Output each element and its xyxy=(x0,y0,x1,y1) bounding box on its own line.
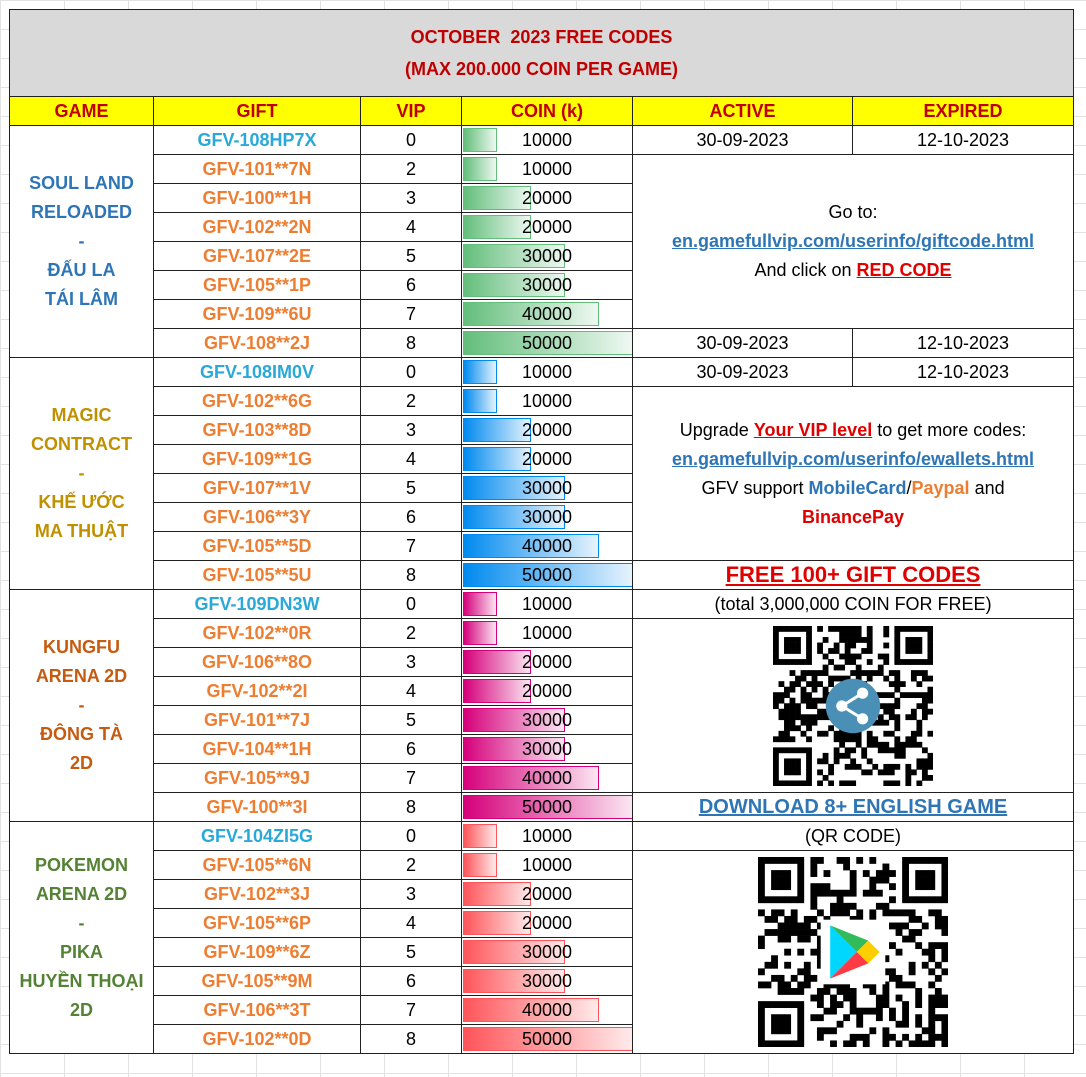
coin-data-bar xyxy=(463,592,497,616)
page-title xyxy=(10,10,1074,97)
coin-cell xyxy=(462,358,633,387)
vip-level: 6 xyxy=(361,967,462,996)
vip-level: 0 xyxy=(361,358,462,387)
coin-value: 30000 xyxy=(521,274,573,295)
paypal-label: Paypal xyxy=(911,477,970,498)
coin-cell xyxy=(462,1025,633,1054)
header-gift: GIFT xyxy=(154,97,361,126)
game-name-line: ARENA 2D xyxy=(35,883,128,904)
coin-value: 50000 xyxy=(521,564,573,585)
header-active: ACTIVE xyxy=(633,97,853,126)
qr-code-share-icon xyxy=(773,626,933,786)
coin-data-bar xyxy=(463,824,497,848)
expired-date: 12-10-2023 xyxy=(853,126,1074,155)
vip-level: 0 xyxy=(361,822,462,851)
gift-code[interactable]: GFV-100**3I xyxy=(154,793,361,822)
coin-value: 20000 xyxy=(521,419,573,440)
vip-level: 0 xyxy=(361,590,462,619)
gift-code[interactable]: GFV-105**1P xyxy=(154,271,361,300)
qr-code-play-store-icon xyxy=(758,857,948,1047)
support-prefix: GFV support xyxy=(701,477,809,498)
coin-cell xyxy=(462,822,633,851)
gift-code[interactable]: GFV-106**3T xyxy=(154,996,361,1025)
game-name-line: TÁI LÂM xyxy=(45,289,118,309)
coin-cell xyxy=(462,880,633,909)
vip-level: 6 xyxy=(361,735,462,764)
gift-code[interactable]: GFV-102**0D xyxy=(154,1025,361,1054)
gift-code[interactable]: GFV-104**1H xyxy=(154,735,361,764)
vip-level: 5 xyxy=(361,474,462,503)
coin-cell xyxy=(462,474,633,503)
gift-code[interactable]: GFV-107**2E xyxy=(154,242,361,271)
game-name-line: - xyxy=(78,912,85,933)
gift-code[interactable]: GFV-105**5U xyxy=(154,561,361,590)
gift-code[interactable]: GFV-108HP7X xyxy=(154,126,361,155)
code-row xyxy=(10,793,1074,822)
coin-data-bar xyxy=(463,215,531,239)
coin-cell xyxy=(462,793,633,822)
vip-level: 7 xyxy=(361,532,462,561)
coin-cell xyxy=(462,648,633,677)
header-row xyxy=(10,97,1074,126)
coin-value: 20000 xyxy=(521,448,573,469)
expired-date: 12-10-2023 xyxy=(853,358,1074,387)
coin-data-bar xyxy=(463,679,531,703)
coin-data-bar xyxy=(463,360,497,384)
game-name-line: KUNGFU xyxy=(43,637,120,657)
game-name-line: ĐẤU LA xyxy=(47,260,116,280)
coin-data-bar xyxy=(463,418,531,442)
vip-level: 8 xyxy=(361,561,462,590)
game-name-line: RELOADED xyxy=(30,202,132,222)
coin-cell xyxy=(462,242,633,271)
mobilecard-label: MobileCard xyxy=(808,477,907,498)
gift-code[interactable]: GFV-109**6U xyxy=(154,300,361,329)
click-prefix: And click on xyxy=(754,260,857,280)
active-date: 30-09-2023 xyxy=(633,358,853,387)
binancepay-label: BinancePay xyxy=(801,506,905,527)
header-expired: EXPIRED xyxy=(853,97,1074,126)
gift-code[interactable]: GFV-102**0R xyxy=(154,619,361,648)
active-date: 30-09-2023 xyxy=(633,329,853,358)
game-name-line: CONTRACT xyxy=(31,434,132,454)
coin-cell xyxy=(462,445,633,474)
qr-wrap xyxy=(633,857,1073,1047)
gift-code[interactable]: GFV-107**1V xyxy=(154,474,361,503)
vip-level: 7 xyxy=(361,300,462,329)
vip-level: 4 xyxy=(361,213,462,242)
free-gift-codes-link[interactable]: FREE 100+ GIFT CODES xyxy=(725,562,981,587)
coin-cell xyxy=(462,938,633,967)
coin-cell xyxy=(462,213,633,242)
coin-value: 10000 xyxy=(521,390,573,411)
coin-value: 40000 xyxy=(521,303,573,324)
header-coin: COIN (k) xyxy=(462,97,633,126)
gift-code[interactable]: GFV-106**3Y xyxy=(154,503,361,532)
gift-code[interactable]: GFV-102**2I xyxy=(154,677,361,706)
vip-level: 4 xyxy=(361,445,462,474)
coin-cell xyxy=(462,764,633,793)
gift-code[interactable]: GFV-105**6N xyxy=(154,851,361,880)
gift-code[interactable]: GFV-105**5D xyxy=(154,532,361,561)
coin-value: 30000 xyxy=(521,506,573,527)
gift-code[interactable]: GFV-102**3J xyxy=(154,880,361,909)
coin-cell xyxy=(462,996,633,1025)
header-game: GAME xyxy=(10,97,154,126)
vip-level: 8 xyxy=(361,329,462,358)
coin-cell xyxy=(462,532,633,561)
game-name-line: HUYỀN THOẠI xyxy=(19,970,144,991)
gift-code[interactable]: GFV-105**9M xyxy=(154,967,361,996)
code-row xyxy=(10,561,1074,590)
coin-value: 40000 xyxy=(521,535,573,556)
coin-value: 30000 xyxy=(521,709,573,730)
coin-cell xyxy=(462,706,633,735)
gift-code[interactable]: GFV-101**7N xyxy=(154,155,361,184)
coin-cell xyxy=(462,967,633,996)
vip-level: 7 xyxy=(361,996,462,1025)
coin-value: 40000 xyxy=(521,999,573,1020)
coin-value: 10000 xyxy=(521,361,573,382)
coin-value: 20000 xyxy=(521,680,573,701)
coin-value: 10000 xyxy=(521,158,573,179)
red-code-link[interactable]: RED CODE xyxy=(856,260,952,280)
coin-cell xyxy=(462,851,633,880)
coin-value: 10000 xyxy=(521,825,573,846)
game-name-line: ARENA 2D xyxy=(35,666,128,686)
game-name-line: - xyxy=(78,231,85,251)
coin-cell xyxy=(462,503,633,532)
title-line-2: (MAX 200.000 COIN PER GAME) xyxy=(404,59,679,79)
giftcode-info-cell xyxy=(633,155,1074,329)
game-name-line: 2D xyxy=(69,753,93,773)
gift-code[interactable]: GFV-105**6P xyxy=(154,909,361,938)
coin-cell xyxy=(462,300,633,329)
gift-code[interactable]: GFV-108IM0V xyxy=(154,358,361,387)
coin-value: 30000 xyxy=(521,970,573,991)
vip-level: 3 xyxy=(361,184,462,213)
gift-code[interactable]: GFV-109DN3W xyxy=(154,590,361,619)
gift-code[interactable]: GFV-109**6Z xyxy=(154,938,361,967)
coin-value: 10000 xyxy=(521,129,573,150)
coin-cell xyxy=(462,329,633,358)
coin-value: 50000 xyxy=(521,796,573,817)
vip-level: 5 xyxy=(361,706,462,735)
game-name-line: PIKA xyxy=(59,941,103,962)
vip-level: 6 xyxy=(361,503,462,532)
vip-level: 3 xyxy=(361,648,462,677)
download-games-link[interactable]: DOWNLOAD 8+ ENGLISH GAME xyxy=(698,795,1008,818)
vip-level: 0 xyxy=(361,126,462,155)
gift-code-table xyxy=(9,9,1074,1054)
and-label: and xyxy=(969,477,1005,498)
coin-cell xyxy=(462,909,633,938)
giftcode-instructions xyxy=(633,198,1073,285)
gift-code[interactable]: GFV-108**2J xyxy=(154,329,361,358)
qr-cell-play xyxy=(633,851,1074,1054)
coin-value: 30000 xyxy=(521,477,573,498)
vip-level: 7 xyxy=(361,764,462,793)
vip-level: 2 xyxy=(361,851,462,880)
coin-cell xyxy=(462,271,633,300)
game-name-line: POKEMON xyxy=(34,854,128,875)
code-row xyxy=(10,590,1074,619)
game-name-line: 2D xyxy=(69,999,93,1020)
giftcode-link[interactable]: en.gamefullvip.com/userinfo/giftcode.html xyxy=(672,231,1035,251)
game-name-cell xyxy=(10,358,154,590)
vip-level: 4 xyxy=(361,909,462,938)
coin-data-bar xyxy=(463,911,531,935)
coin-data-bar xyxy=(463,650,531,674)
code-row xyxy=(10,619,1074,648)
vip-level: 8 xyxy=(361,1025,462,1054)
vip-level: 2 xyxy=(361,619,462,648)
code-row xyxy=(10,822,1074,851)
gift-code[interactable]: GFV-100**1H xyxy=(154,184,361,213)
game-name-cell xyxy=(10,590,154,822)
coin-value: 50000 xyxy=(521,1028,573,1049)
title-line-1: OCTOBER 2023 FREE CODES xyxy=(410,27,673,47)
coin-value: 20000 xyxy=(521,912,573,933)
game-name-line: ĐÔNG TÀ xyxy=(40,724,123,744)
coin-cell xyxy=(462,416,633,445)
gift-code[interactable]: GFV-101**7J xyxy=(154,706,361,735)
gift-code[interactable]: GFV-106**8O xyxy=(154,648,361,677)
vip-level: 2 xyxy=(361,155,462,184)
gift-code[interactable]: GFV-103**8D xyxy=(154,416,361,445)
coin-data-bar xyxy=(463,621,497,645)
coin-value: 20000 xyxy=(521,216,573,237)
coin-value: 20000 xyxy=(521,187,573,208)
game-name-line: - xyxy=(78,695,85,715)
coin-data-bar xyxy=(463,882,531,906)
gift-code[interactable]: GFV-104ZI5G xyxy=(154,822,361,851)
vip-level: 2 xyxy=(361,387,462,416)
game-name-line: - xyxy=(78,463,85,483)
coin-cell xyxy=(462,184,633,213)
game-name-line: SOUL LAND xyxy=(29,173,134,193)
gift-code[interactable]: GFV-102**2N xyxy=(154,213,361,242)
coin-cell xyxy=(462,387,633,416)
vip-level: 8 xyxy=(361,793,462,822)
coin-cell xyxy=(462,561,633,590)
vip-info-cell xyxy=(633,387,1074,561)
vip-upgrade-instructions xyxy=(633,416,1073,532)
vip-level: 6 xyxy=(361,271,462,300)
ewallets-link[interactable]: en.gamefullvip.com/userinfo/ewallets.html xyxy=(671,448,1035,469)
game-name-line: KHẾ ƯỚC xyxy=(38,492,125,512)
coin-value: 20000 xyxy=(521,883,573,904)
code-row xyxy=(10,155,1074,184)
coin-value: 50000 xyxy=(521,332,573,353)
coin-cell xyxy=(462,155,633,184)
coin-value: 30000 xyxy=(521,941,573,962)
vip-level: 4 xyxy=(361,677,462,706)
code-row xyxy=(10,126,1074,155)
active-date: 30-09-2023 xyxy=(633,126,853,155)
coin-data-bar xyxy=(463,186,531,210)
vip-level-link[interactable]: Your VIP level xyxy=(753,419,873,440)
qr-cell-share xyxy=(633,619,1074,793)
coin-value: 10000 xyxy=(521,854,573,875)
coin-cell xyxy=(462,590,633,619)
upgrade-prefix: Upgrade xyxy=(679,419,754,440)
vip-level: 5 xyxy=(361,242,462,271)
coin-data-bar xyxy=(463,157,497,181)
download-subtitle: (QR CODE) xyxy=(633,822,1074,851)
code-row xyxy=(10,358,1074,387)
code-row xyxy=(10,851,1074,880)
coin-value: 30000 xyxy=(521,738,573,759)
code-row xyxy=(10,387,1074,416)
promo-title-cell xyxy=(633,561,1074,590)
coin-value: 40000 xyxy=(521,767,573,788)
coin-data-bar xyxy=(463,128,497,152)
coin-cell xyxy=(462,735,633,764)
game-name-line: MAGIC xyxy=(51,405,112,425)
slash-separator: / xyxy=(906,477,912,498)
coin-cell xyxy=(462,126,633,155)
vip-level: 5 xyxy=(361,938,462,967)
expired-date: 12-10-2023 xyxy=(853,329,1074,358)
promo-subtitle: (total 3,000,000 COIN FOR FREE) xyxy=(633,590,1074,619)
upgrade-suffix: to get more codes: xyxy=(872,419,1027,440)
coin-value: 10000 xyxy=(521,622,573,643)
coin-cell xyxy=(462,677,633,706)
download-title-cell xyxy=(633,793,1074,822)
header-vip: VIP xyxy=(361,97,462,126)
game-name-cell xyxy=(10,126,154,358)
qr-wrap xyxy=(633,626,1073,786)
coin-data-bar xyxy=(463,447,531,471)
coin-value: 20000 xyxy=(521,651,573,672)
coin-data-bar xyxy=(463,853,497,877)
coin-value: 30000 xyxy=(521,245,573,266)
game-name-line: MA THUẬT xyxy=(34,521,129,541)
vip-level: 3 xyxy=(361,880,462,909)
code-row xyxy=(10,329,1074,358)
coin-value: 10000 xyxy=(521,593,573,614)
gift-code[interactable]: GFV-109**1G xyxy=(154,445,361,474)
goto-label: Go to: xyxy=(828,202,878,222)
game-name-cell xyxy=(10,822,154,1054)
coin-data-bar xyxy=(463,389,497,413)
gift-code[interactable]: GFV-102**6G xyxy=(154,387,361,416)
gift-code[interactable]: GFV-105**9J xyxy=(154,764,361,793)
coin-cell xyxy=(462,619,633,648)
vip-level: 3 xyxy=(361,416,462,445)
